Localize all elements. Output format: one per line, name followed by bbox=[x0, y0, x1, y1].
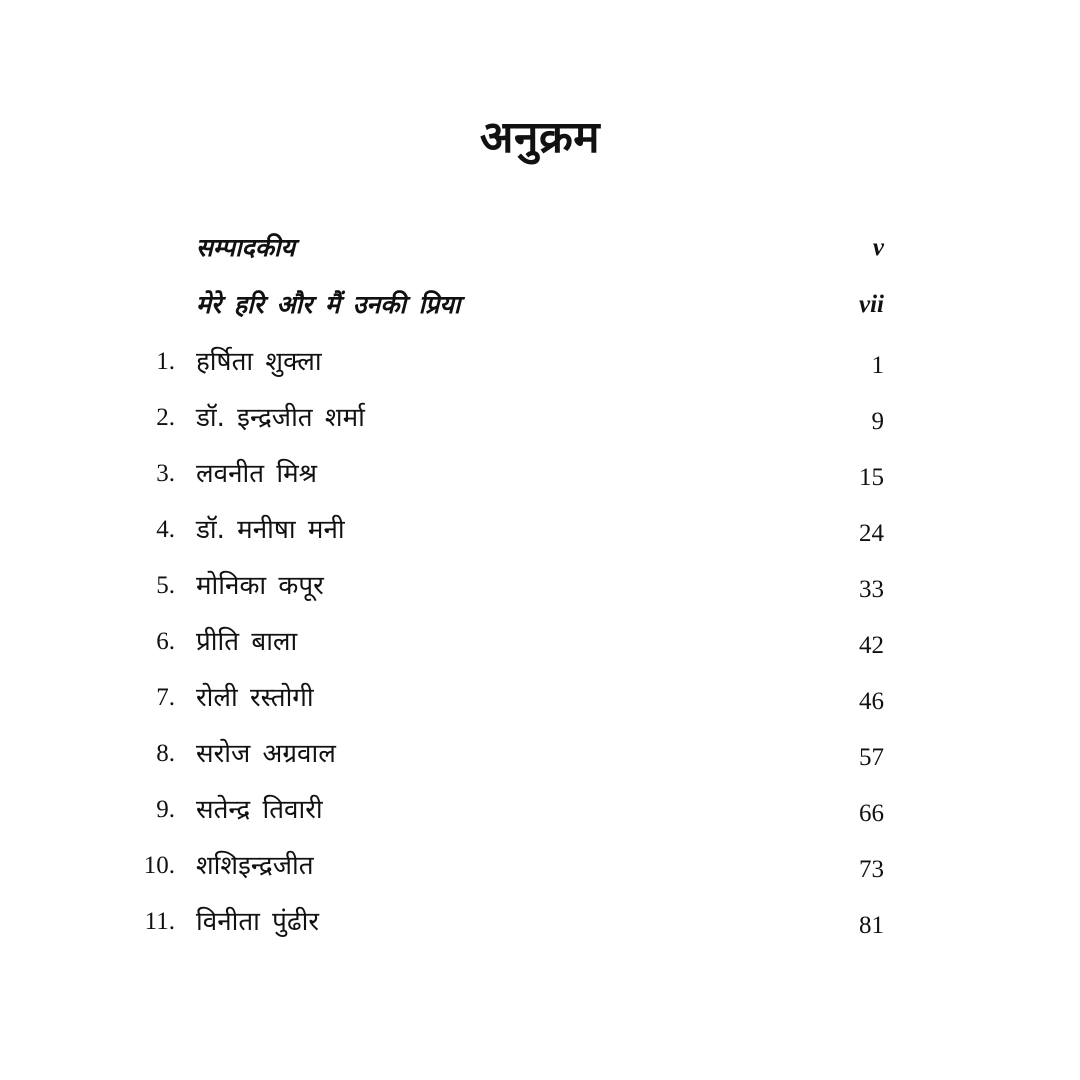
toc-page-number: 57 bbox=[859, 744, 884, 771]
toc-entry-label: मेरे हरि और मैं उनकी प्रिया bbox=[196, 290, 461, 319]
toc-page-number: 15 bbox=[859, 464, 884, 491]
toc-entry-number: 10. bbox=[143, 852, 175, 879]
toc-front-matter-row bbox=[0, 228, 1080, 278]
toc-entry-row bbox=[0, 566, 1080, 616]
toc-page-number: 33 bbox=[859, 576, 884, 603]
toc-entry-number: 11. bbox=[144, 908, 175, 935]
toc-entry-name: प्रीति बाला bbox=[196, 627, 298, 657]
toc-entry-number: 7. bbox=[156, 684, 175, 711]
toc-page-number: 46 bbox=[859, 688, 884, 715]
toc-entry-number: 8. bbox=[156, 740, 175, 767]
toc-entry-row bbox=[0, 510, 1080, 560]
toc-entry-label: सम्पादकीय bbox=[196, 233, 296, 262]
toc-entry-number: 3. bbox=[156, 460, 175, 487]
toc-entry-name: हर्षिता शुक्ला bbox=[196, 347, 322, 377]
toc-entry-row bbox=[0, 846, 1080, 896]
toc-entry-number: 1. bbox=[156, 348, 175, 375]
toc-entry-row bbox=[0, 790, 1080, 840]
toc-page-number: 9 bbox=[871, 408, 884, 435]
toc-entry-row bbox=[0, 398, 1080, 448]
toc-entry-name: मोनिका कपूर bbox=[196, 571, 324, 601]
toc-entry-name: लवनीत मिश्र bbox=[196, 459, 318, 489]
toc-page-number: 42 bbox=[859, 632, 884, 659]
toc-page-number: 73 bbox=[859, 856, 884, 883]
toc-page-number: 24 bbox=[859, 520, 884, 547]
toc-entry-row bbox=[0, 902, 1080, 952]
toc-entry-name: डॉ. इन्द्रजीत शर्मा bbox=[196, 403, 365, 433]
toc-entry-name: रोली रस्तोगी bbox=[196, 683, 314, 713]
toc-entry-name: डॉ. मनीषा मनी bbox=[196, 515, 345, 545]
toc-page-number: 81 bbox=[859, 912, 884, 939]
toc-entry-number: 9. bbox=[156, 796, 175, 823]
page-title: अनुक्रम bbox=[479, 112, 601, 163]
toc-front-matter-row bbox=[0, 285, 1080, 335]
toc-entry-number: 5. bbox=[156, 572, 175, 599]
toc-page-number: v bbox=[872, 234, 884, 261]
toc-entry-name: शशिइन्द्रजीत bbox=[196, 851, 314, 881]
toc-page-number: 1 bbox=[871, 352, 884, 379]
toc-page-number: 66 bbox=[859, 800, 884, 827]
toc-entry-row bbox=[0, 734, 1080, 784]
toc-entry-row bbox=[0, 342, 1080, 392]
toc-entry-row bbox=[0, 678, 1080, 728]
toc-entry-number: 4. bbox=[156, 516, 175, 543]
toc-entry-row bbox=[0, 454, 1080, 504]
toc-entry-number: 2. bbox=[156, 404, 175, 431]
toc-entry-name: सतेन्द्र तिवारी bbox=[196, 795, 323, 825]
toc-entry-row bbox=[0, 622, 1080, 672]
toc-entry-name: सरोज अग्रवाल bbox=[196, 739, 336, 769]
toc-page-number: vii bbox=[859, 291, 884, 318]
toc-entry-name: विनीता पुंढीर bbox=[196, 907, 319, 937]
toc-entry-number: 6. bbox=[156, 628, 175, 655]
